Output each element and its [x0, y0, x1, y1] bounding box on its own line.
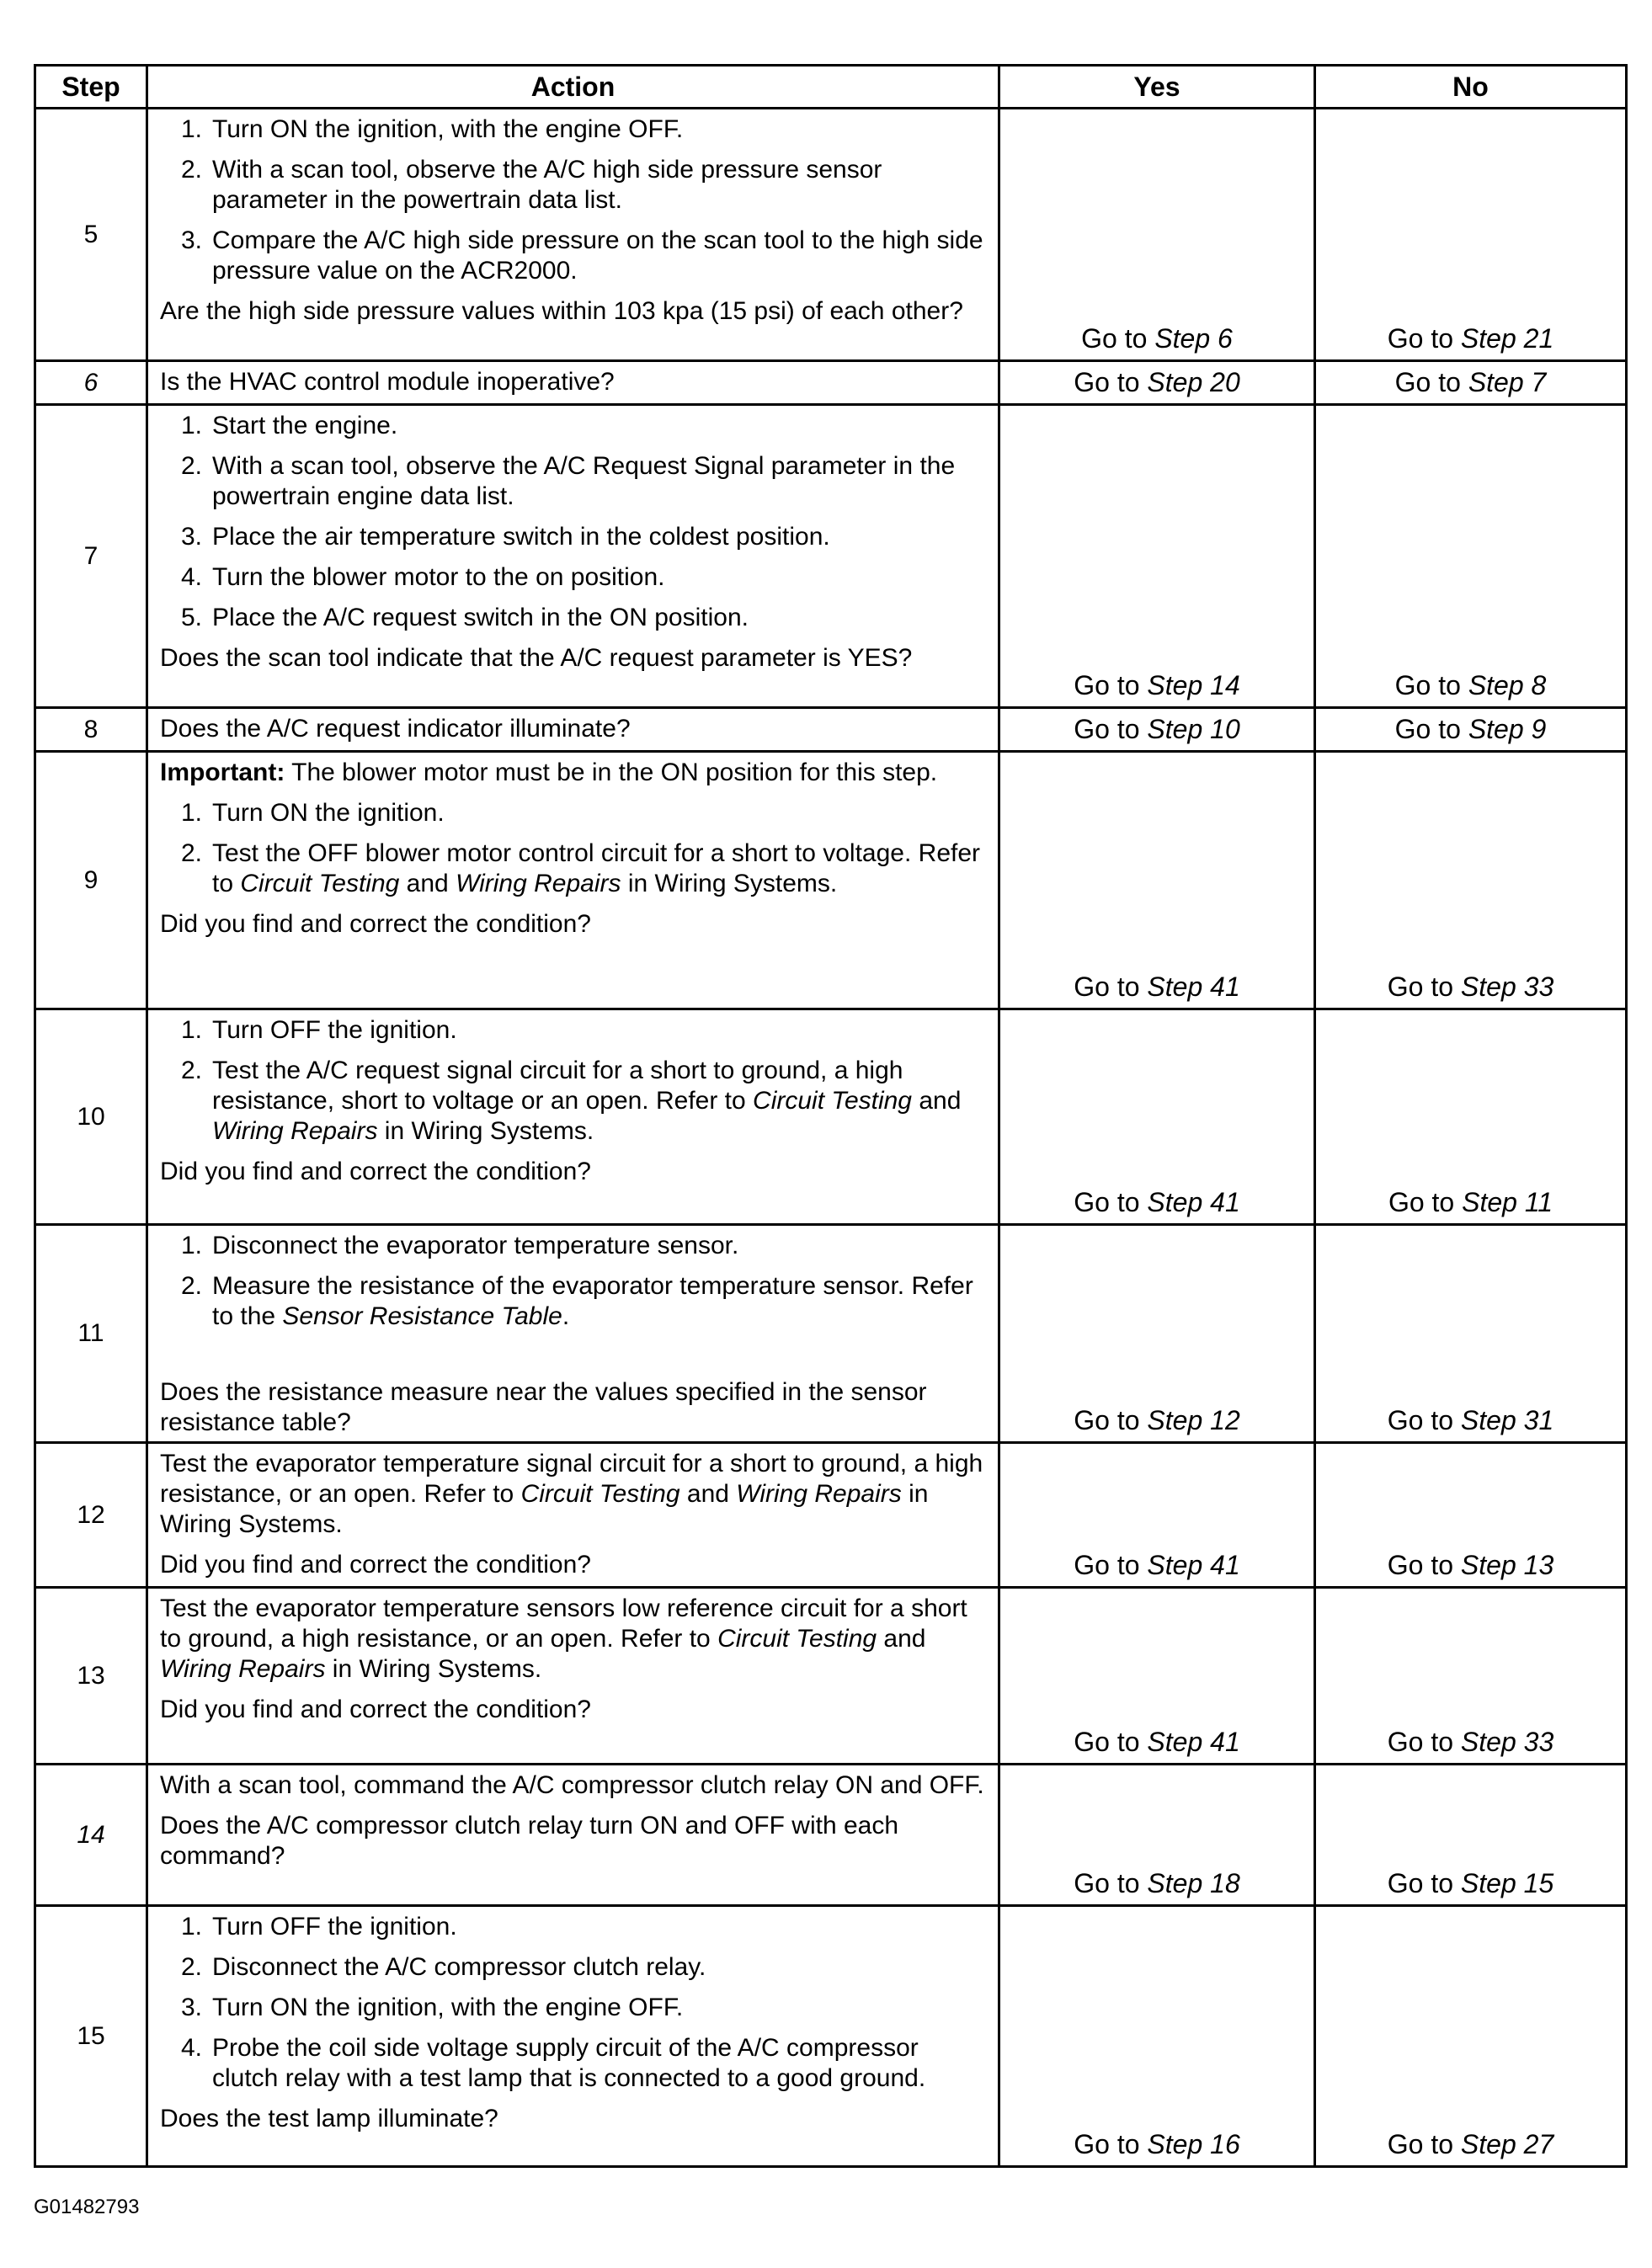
header-yes: Yes — [999, 66, 1315, 109]
instruction-list — [160, 1231, 988, 1332]
goto-step: Step 16 — [1147, 2129, 1240, 2159]
goto-prefix: Go to — [1074, 972, 1140, 1002]
list-item — [160, 522, 988, 552]
list-item — [160, 2033, 988, 2094]
item-number: 1. — [180, 799, 202, 827]
action-cell — [147, 1765, 999, 1906]
goto-step: Step 15 — [1460, 1868, 1554, 1898]
no-cell — [1315, 361, 1627, 405]
yes-cell — [999, 1765, 1315, 1906]
no-cell — [1315, 1225, 1627, 1443]
table-row-step-15 — [35, 1906, 1627, 2167]
question-text: Are the high side pressure values within 103 kpa (15 psi) of each other? — [160, 297, 963, 325]
item-text: Disconnect the evaporator temperature sensor. — [212, 1232, 739, 1259]
reference-link: Circuit Testing — [717, 1625, 877, 1653]
goto-step: Step 33 — [1460, 1727, 1554, 1757]
item-number: 1. — [180, 115, 202, 143]
step-number: 15 — [35, 1906, 147, 2167]
action-cell — [147, 405, 999, 708]
goto-prefix: Go to — [1387, 972, 1454, 1002]
goto-prefix: Go to — [1387, 1550, 1454, 1580]
item-text-part: Test the OFF blower motor control circuit for a short to voltage. Refer to — [212, 839, 981, 897]
goto-step: Step 18 — [1147, 1868, 1240, 1898]
table-row-step-7 — [35, 405, 1627, 708]
list-item — [160, 1056, 988, 1147]
reference-link: Circuit Testing — [520, 1480, 680, 1508]
yes-cell — [999, 1588, 1315, 1765]
goto-step: Step 33 — [1460, 972, 1554, 1002]
item-text: Turn ON the ignition. — [212, 799, 445, 827]
item-text: Start the engine. — [212, 412, 398, 439]
table-row-step-11 — [35, 1225, 1627, 1443]
instruction-text: With a scan tool, command the A/C compressor clutch relay ON and OFF. — [160, 1771, 984, 1799]
table-row-step-9 — [35, 752, 1627, 1009]
item-number: 2. — [180, 452, 202, 480]
list-item — [160, 411, 988, 441]
list-item — [160, 798, 988, 828]
reference-link: Circuit Testing — [753, 1087, 912, 1115]
item-text: Turn OFF the ignition. — [212, 1913, 457, 1941]
action-cell — [147, 708, 999, 752]
yes-cell — [999, 361, 1315, 405]
yes-cell — [999, 708, 1315, 752]
question-text: Did you find and correct the condition? — [160, 910, 591, 938]
instruction-list — [160, 1912, 988, 2094]
no-cell — [1315, 1588, 1627, 1765]
goto-prefix: Go to — [1074, 1868, 1140, 1898]
yes-cell — [999, 1443, 1315, 1588]
goto-step: Step 8 — [1468, 670, 1547, 700]
instruction-text — [160, 1449, 988, 1540]
no-cell — [1315, 1009, 1627, 1225]
text-part: and — [679, 1480, 737, 1508]
step-number: 12 — [35, 1443, 147, 1588]
item-text: Turn ON the ignition, with the engine OFF. — [212, 1994, 684, 2021]
goto-prefix: Go to — [1074, 1550, 1140, 1580]
goto-prefix: Go to — [1394, 714, 1461, 744]
table-row-step-10 — [35, 1009, 1627, 1225]
item-number: 3. — [180, 226, 202, 254]
question-text: Did you find and correct the condition? — [160, 1158, 591, 1185]
item-text: With a scan tool, observe the A/C Request Signal parameter in the powertrain engine data list. — [212, 452, 956, 510]
action-cell — [147, 1009, 999, 1225]
question-text: Does the test lamp illuminate? — [160, 2105, 498, 2132]
item-text-part: . — [562, 1302, 570, 1330]
goto-prefix: Go to — [1387, 1727, 1454, 1757]
reference-link: Wiring Repairs — [456, 870, 621, 897]
reference-link: Wiring Repairs — [160, 1655, 326, 1683]
goto-step: Step 41 — [1147, 1727, 1240, 1757]
list-item — [160, 839, 988, 899]
question-text: Does the resistance measure near the values specified in the sensor resistance table? — [160, 1378, 927, 1436]
list-item — [160, 1271, 988, 1332]
item-text — [212, 839, 988, 899]
list-item — [160, 1993, 988, 2023]
item-number: 4. — [180, 2034, 202, 2062]
item-text: Compare the A/C high side pressure on the scan tool to the high side pressure value on the ACR2000. — [212, 226, 983, 285]
text-part: and — [877, 1625, 926, 1653]
goto-step: Step 6 — [1154, 323, 1233, 354]
goto-step: Step 27 — [1460, 2129, 1554, 2159]
yes-cell — [999, 1906, 1315, 2167]
goto-prefix: Go to — [1394, 367, 1461, 397]
goto-step: Step 20 — [1147, 367, 1240, 397]
item-text: Turn OFF the ignition. — [212, 1016, 457, 1044]
goto-prefix: Go to — [1387, 2129, 1454, 2159]
item-text: Turn the blower motor to the on position. — [212, 563, 665, 591]
table-row-step-8 — [35, 708, 1627, 752]
step-number: 7 — [35, 405, 147, 708]
item-text: Disconnect the A/C compressor clutch relay. — [212, 1953, 706, 1981]
action-cell — [147, 109, 999, 361]
question-text: Does the A/C request indicator illuminate? — [160, 715, 631, 743]
step-number: 14 — [35, 1765, 147, 1906]
step-number: 10 — [35, 1009, 147, 1225]
yes-cell — [999, 752, 1315, 1009]
item-number: 2. — [180, 839, 202, 867]
table-row-step-13 — [35, 1588, 1627, 1765]
yes-cell — [999, 405, 1315, 708]
item-number: 2. — [180, 156, 202, 184]
header-row — [35, 66, 1627, 109]
instruction-text — [160, 1594, 988, 1685]
reference-link: Wiring Repairs — [736, 1480, 902, 1508]
step-number: 13 — [35, 1588, 147, 1765]
goto-step: Step 41 — [1147, 1550, 1240, 1580]
step-number: 8 — [35, 708, 147, 752]
goto-step: Step 9 — [1468, 714, 1547, 744]
instruction-list — [160, 114, 988, 286]
important-label: Important: — [160, 759, 285, 786]
list-item — [160, 562, 988, 593]
diagnostic-table — [34, 64, 1628, 2168]
list-item — [160, 603, 988, 633]
goto-prefix: Go to — [1074, 1727, 1140, 1757]
action-cell — [147, 1443, 999, 1588]
figure-code: G01482793 — [34, 2196, 140, 2218]
goto-step: Step 31 — [1460, 1405, 1554, 1435]
reference-link: Wiring Repairs — [212, 1117, 378, 1145]
text-part: Test the evaporator temperature signal circuit for a short to ground, a high resistance, or an open. Refer to — [160, 1450, 983, 1508]
goto-prefix: Go to — [1387, 1868, 1454, 1898]
action-cell — [147, 1225, 999, 1443]
goto-prefix: Go to — [1081, 323, 1148, 354]
item-text — [212, 1271, 988, 1332]
question-text: Is the HVAC control module inoperative? — [160, 368, 615, 396]
no-cell — [1315, 405, 1627, 708]
item-text: With a scan tool, observe the A/C high side pressure sensor parameter in the powertrain data list. — [212, 156, 882, 214]
item-number: 1. — [180, 1232, 202, 1259]
table-row-step-14 — [35, 1765, 1627, 1906]
no-cell — [1315, 1765, 1627, 1906]
reference-link: Circuit Testing — [240, 870, 400, 897]
item-text-part: Test the A/C request signal circuit for a short to ground, a high resistance, short to voltage or an open. Refer to — [212, 1057, 903, 1115]
table-row-step-6 — [35, 361, 1627, 405]
important-text: The blower motor must be in the ON position for this step. — [285, 759, 938, 786]
list-item — [160, 1912, 988, 1942]
goto-prefix: Go to — [1074, 2129, 1140, 2159]
question-text: Does the scan tool indicate that the A/C request parameter is YES? — [160, 644, 913, 672]
text-part: in Wiring Systems. — [160, 1480, 929, 1538]
list-item — [160, 451, 988, 512]
list-item — [160, 1952, 988, 1983]
item-text-part: and — [912, 1087, 962, 1115]
action-cell — [147, 1588, 999, 1765]
spacer — [160, 1342, 988, 1372]
list-item — [160, 155, 988, 216]
step-number: 5 — [35, 109, 147, 361]
goto-prefix: Go to — [1387, 1405, 1454, 1435]
no-cell — [1315, 752, 1627, 1009]
item-text: Probe the coil side voltage supply circuit of the A/C compressor clutch relay with a test lamp that is connected to a good ground. — [212, 2034, 926, 2092]
goto-prefix: Go to — [1387, 323, 1454, 354]
reference-link: Sensor Resistance Table — [282, 1302, 562, 1330]
header-no: No — [1315, 66, 1627, 109]
yes-cell — [999, 1225, 1315, 1443]
list-item — [160, 114, 988, 145]
item-number: 3. — [180, 1994, 202, 2021]
item-number: 4. — [180, 563, 202, 591]
item-text: Turn ON the ignition, with the engine OFF. — [212, 115, 684, 143]
instruction-list — [160, 1015, 988, 1147]
list-item — [160, 1015, 988, 1046]
list-item — [160, 226, 988, 286]
yes-cell — [999, 1009, 1315, 1225]
header-step: Step — [35, 66, 147, 109]
table-row-step-5 — [35, 109, 1627, 361]
item-text: Place the A/C request switch in the ON position. — [212, 604, 749, 631]
goto-step: Step 21 — [1460, 323, 1554, 354]
goto-prefix: Go to — [1394, 670, 1461, 700]
goto-step: Step 11 — [1462, 1187, 1553, 1217]
item-text-part: in Wiring Systems. — [377, 1117, 594, 1145]
goto-prefix: Go to — [1074, 714, 1140, 744]
item-number: 3. — [180, 523, 202, 551]
goto-step: Step 12 — [1147, 1405, 1240, 1435]
important-note — [160, 758, 988, 788]
text-part: Test the evaporator temperature sensors low reference circuit for a short to ground, a high resistance, or an open. Refer to — [160, 1595, 967, 1653]
instruction-list — [160, 798, 988, 899]
goto-prefix: Go to — [1074, 367, 1140, 397]
no-cell — [1315, 708, 1627, 752]
action-cell — [147, 361, 999, 405]
item-text-part: and — [399, 870, 456, 897]
item-number: 2. — [180, 1272, 202, 1300]
item-number: 1. — [180, 412, 202, 439]
no-cell — [1315, 1906, 1627, 2167]
no-cell — [1315, 109, 1627, 361]
action-cell — [147, 1906, 999, 2167]
goto-step: Step 13 — [1460, 1550, 1554, 1580]
header-action: Action — [147, 66, 999, 109]
item-number: 5. — [180, 604, 202, 631]
question-text: Does the A/C compressor clutch relay turn ON and OFF with each command? — [160, 1812, 899, 1870]
table-row-step-12 — [35, 1443, 1627, 1588]
goto-prefix: Go to — [1074, 1405, 1140, 1435]
item-number: 1. — [180, 1016, 202, 1044]
goto-step: Step 10 — [1147, 714, 1240, 744]
action-cell — [147, 752, 999, 1009]
item-number: 2. — [180, 1057, 202, 1084]
goto-step: Step 41 — [1147, 972, 1240, 1002]
goto-step: Step 41 — [1147, 1187, 1240, 1217]
goto-step: Step 7 — [1468, 367, 1547, 397]
item-text — [212, 1056, 988, 1147]
step-number: 9 — [35, 752, 147, 1009]
item-text-part: in Wiring Systems. — [621, 870, 838, 897]
step-number: 11 — [35, 1225, 147, 1443]
item-text-part: Measure the resistance of the evaporator temperature sensor. Refer to the — [212, 1272, 973, 1330]
goto-step: Step 14 — [1147, 670, 1240, 700]
goto-prefix: Go to — [1074, 1187, 1140, 1217]
item-text: Place the air temperature switch in the coldest position. — [212, 523, 830, 551]
diagnostic-table-sheet — [34, 64, 1625, 2168]
goto-prefix: Go to — [1388, 1187, 1455, 1217]
question-text: Did you find and correct the condition? — [160, 1551, 591, 1579]
list-item — [160, 1231, 988, 1261]
text-part: in Wiring Systems. — [325, 1655, 542, 1683]
yes-cell — [999, 109, 1315, 361]
question-text: Did you find and correct the condition? — [160, 1696, 591, 1723]
step-number: 6 — [35, 361, 147, 405]
item-number: 1. — [180, 1913, 202, 1941]
goto-prefix: Go to — [1074, 670, 1140, 700]
item-number: 2. — [180, 1953, 202, 1981]
no-cell — [1315, 1443, 1627, 1588]
instruction-list — [160, 411, 988, 633]
